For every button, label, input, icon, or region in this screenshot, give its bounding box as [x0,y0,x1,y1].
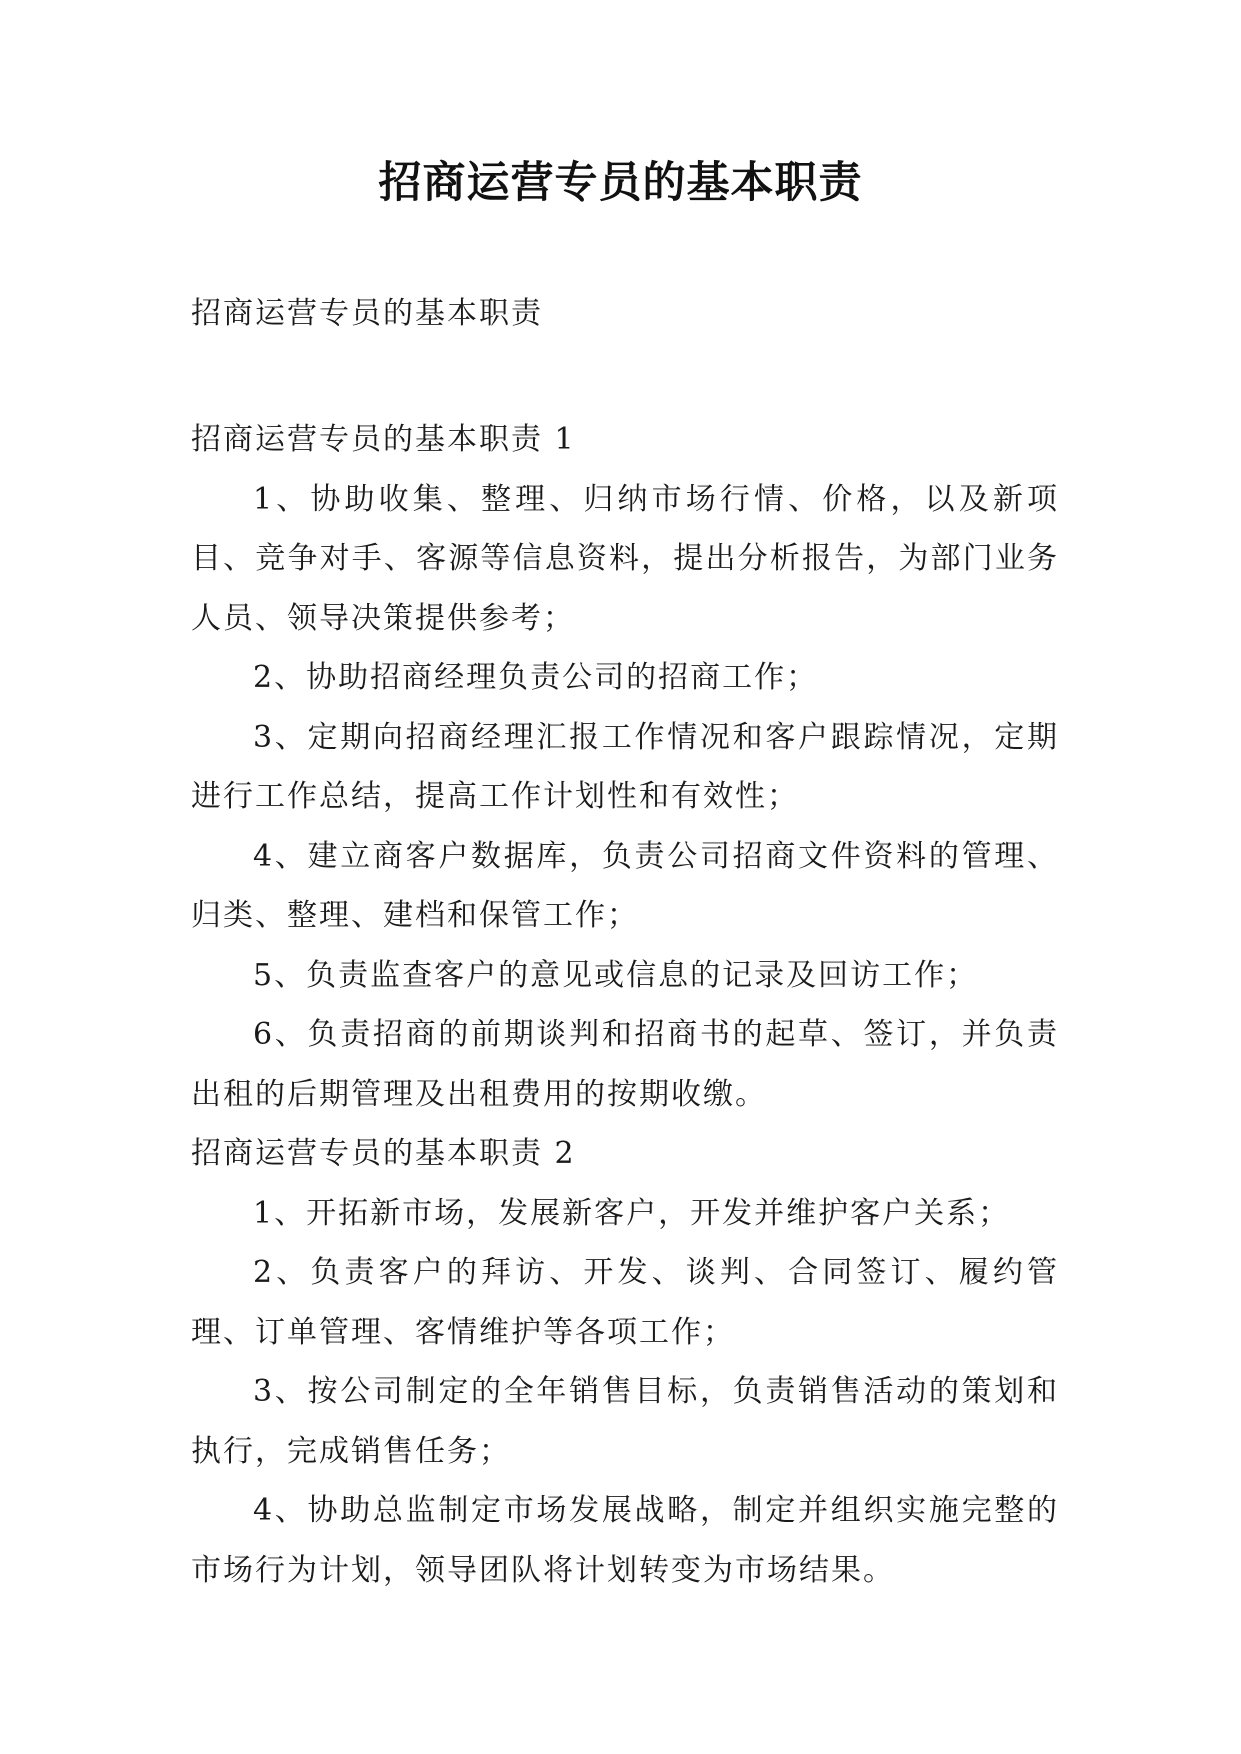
list-item: 3、定期向招商经理汇报工作情况和客户跟踪情况，定期进行工作总结，提高工作计划性和有效性； [191,719,1059,814]
list-item: 3、按公司制定的全年销售目标，负责销售活动的策划和执行，完成销售任务； [191,1374,1059,1469]
list-item: 4、协助总监制定市场发展战略，制定并组织实施完整的市场行为计划，领导团队将计划转变为市场结果。 [191,1493,1059,1588]
section-heading: 招商运营专员的基本职责 1 [191,422,576,457]
list-item: 2、负责客户的拜访、开发、谈判、合同签订、履约管理、订单管理、客情维护等各项工作； [191,1255,1059,1350]
list-item: 6、负责招商的前期谈判和招商书的起草、签订，并负责出租的后期管理及出租费用的按期收缴。 [191,1017,1059,1112]
section-heading: 招商运营专员的基本职责 2 [191,1136,576,1171]
list-item: 4、建立商客户数据库，负责公司招商文件资料的管理、归类、整理、建档和保管工作； [191,838,1059,933]
document-title: 招商运营专员的基本职责 [378,158,863,208]
list-item: 2、协助招商经理负责公司的招商工作； [253,660,819,695]
document-body [191,410,1059,1600]
list-item: 1、开拓新市场，发展新客户，开发并维护客户关系； [253,1195,1011,1231]
list-item: 5、负责监查客户的意见或信息的记录及回访工作； [253,957,979,993]
intro-line: 招商运营专员的基本职责 [191,296,543,331]
list-item: 1、协助收集、整理、归纳市场行情、价格，以及新项目、竞争对手、客源等信息资料，提出分析报告，为部门业务人员、领导决策提供参考； [191,481,1059,636]
